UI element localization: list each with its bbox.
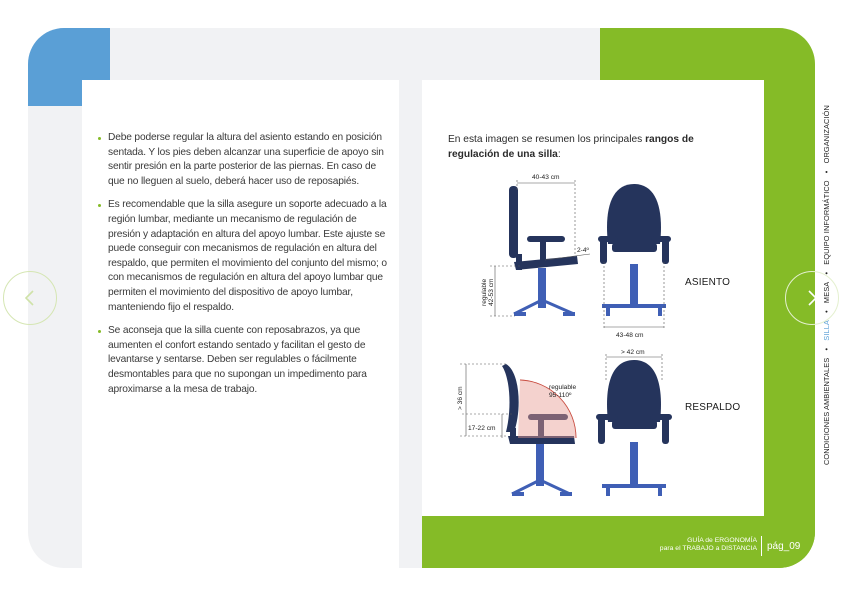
guide-title-line-1: GUÍA de ERGONOMÍA bbox=[687, 537, 757, 544]
intro-bold: rangos de regulación de una silla bbox=[448, 134, 694, 160]
back-height-label: > 36 cm bbox=[457, 386, 464, 410]
nav-item-condiciones-ambientales[interactable]: CONDICIONES AMBIENTALES bbox=[822, 357, 831, 465]
recline-label-2: 95-110º bbox=[549, 392, 572, 399]
nav-item-silla[interactable]: SILLA bbox=[822, 320, 831, 341]
recline-label-1: regulable bbox=[549, 384, 577, 391]
nav-separator: • bbox=[822, 310, 831, 313]
seat-height-label-2: 42-53 cm bbox=[488, 278, 495, 306]
list-item: Debe poderse regular la altura del asiento estando en posición sentada. Y los pies deben alcanzar una superficie de apoyo sin sentir presión en la parte posterior de las piernas. En caso de que no lleguen al suelo, deberá hacer uso de reposapiés. bbox=[97, 131, 387, 189]
tilt-label: 2-4º bbox=[577, 247, 589, 254]
seat-front-view bbox=[598, 184, 671, 316]
seat-height-label-1: regulable bbox=[481, 278, 488, 306]
chevron-left-icon bbox=[23, 289, 37, 307]
seat-side-view bbox=[509, 186, 578, 316]
list-item: Se aconseja que la silla cuente con reposabrazos, ya que aumenten el confort estando sentado y facilitan el gesto de levantarse y sentarse. Deben ser regulables o fácilmente desmontables para que no supongan un impedimento para aproximarse a la mesa de trabajo. bbox=[97, 324, 387, 397]
guide-title bbox=[660, 537, 757, 553]
back-width-label: > 42 cm bbox=[621, 349, 645, 356]
nav-separator: • bbox=[822, 271, 831, 275]
depth-label: 40-43 cm bbox=[532, 174, 560, 181]
guide-title-line-2: para el TRABAJO a DISTANCIA bbox=[659, 545, 757, 552]
chair-regulation-diagram bbox=[440, 160, 760, 505]
chair-recommendations-list bbox=[97, 131, 387, 406]
page-number: pág_09 bbox=[767, 541, 801, 552]
seat-section-label: ASIENTO bbox=[685, 277, 731, 288]
lumbar-label: 17-22 cm bbox=[468, 425, 496, 432]
intro-text: En esta imagen se resumen los principales bbox=[448, 134, 646, 145]
footer-divider bbox=[761, 536, 762, 556]
nav-item-mesa[interactable]: MESA bbox=[822, 281, 831, 304]
nav-item-equipo-informatico[interactable]: EQUIPO INFORMÁTICO bbox=[822, 180, 831, 265]
intro-suffix: : bbox=[557, 148, 561, 160]
nav-separator: • bbox=[822, 347, 831, 351]
diagram-intro bbox=[448, 133, 748, 162]
list-item: Es recomendable que la silla asegure un soporte adecuado a la región lumbar, mediante un mecanismo de regulación de presión y adaptación en altura del apoyo lumbar. Este ajuste se puede conseguir con mecanismos de regulación en altura del respaldo, que permiten el movimiento del conjunto del mismo; o con mecanismos de regulación en altura del apoyo lumbar que permiten el movimiento del dispositivo de apoyo lumbar, manteniendo fijo el respaldo. bbox=[97, 198, 387, 315]
seat-width-label: 43-48 cm bbox=[616, 332, 644, 339]
section-nav bbox=[822, 105, 831, 465]
nav-item-organizacion[interactable]: ORGANIZACIÓN bbox=[822, 105, 831, 164]
backrest-section-label: RESPALDO bbox=[685, 402, 741, 413]
chevron-right-icon bbox=[805, 289, 819, 307]
nav-separator: • bbox=[822, 170, 831, 174]
backrest-front-view bbox=[596, 360, 672, 496]
previous-page-button[interactable] bbox=[3, 271, 57, 325]
